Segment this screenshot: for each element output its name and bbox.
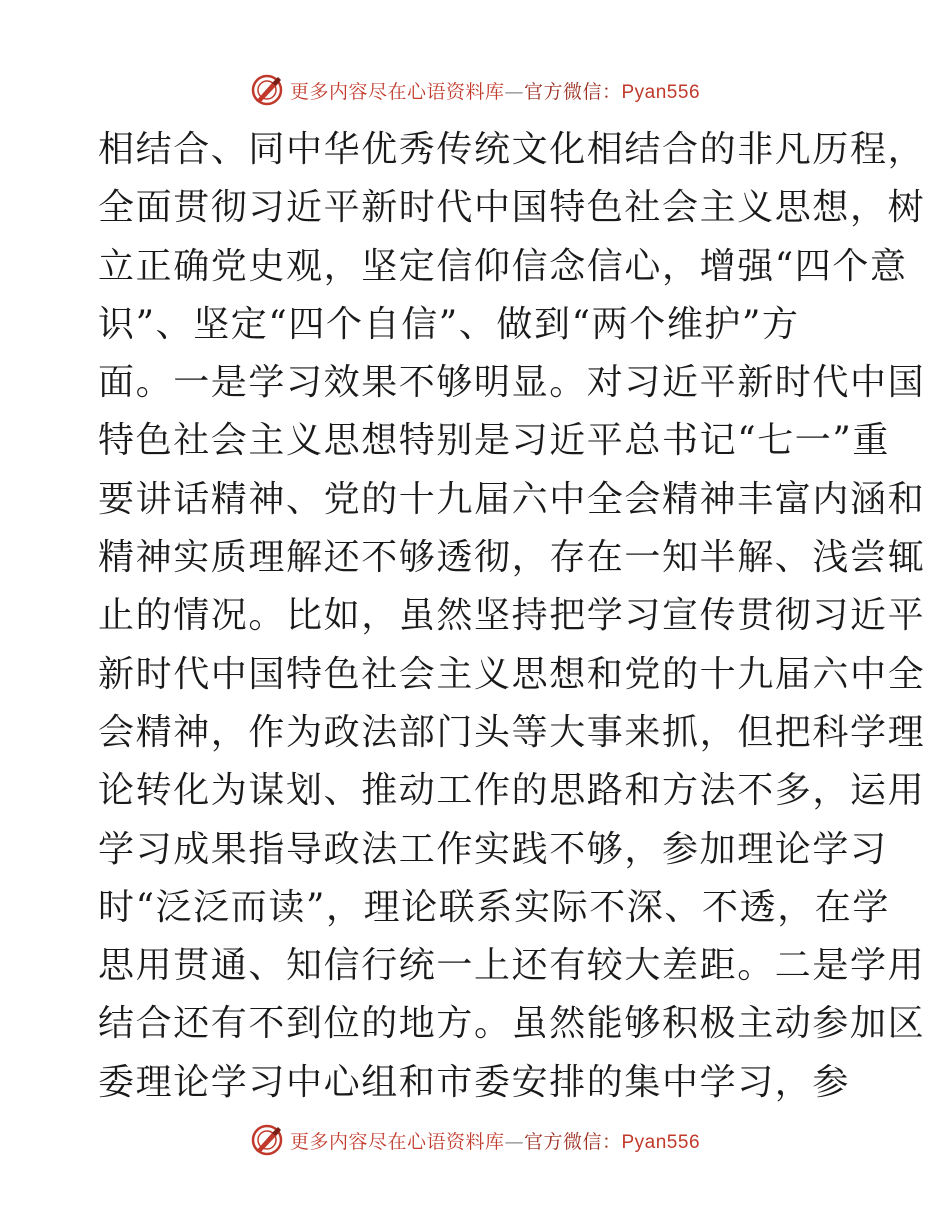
- text-line: 委理论学习中心组和市委安排的集中学习，参: [98, 1061, 851, 1103]
- text-line: 特色社会主义思想特别是习近平总书记“七一”重: [98, 420, 891, 462]
- footer-banner-title: 更多内容尽在心语资料库: [289, 1130, 505, 1153]
- pen-logo-icon: [250, 73, 284, 107]
- text-line: 要讲话精神、党的十九届六中全会精神丰富内涵和: [98, 478, 926, 520]
- text-line: 时“泛泛而读”，理论联系实际不深、不透，在学: [98, 886, 891, 928]
- header-wechat-id: Pyan556: [621, 81, 701, 103]
- footer-banner-text: [290, 1127, 700, 1154]
- footer-banner: [0, 1120, 950, 1160]
- text-line: 全面贯彻习近平新时代中国特色社会主义思想，树: [98, 187, 926, 229]
- footer-banner-separator: —: [504, 1130, 524, 1153]
- pen-logo-icon: [250, 1123, 284, 1157]
- text-line: 结合还有不到位的地方。虽然能够积极主动参加区: [98, 1003, 926, 1045]
- text-line: 会精神，作为政法部门头等大事来抓，但把科学理: [98, 711, 926, 753]
- text-line: 思用贯通、知信行统一上还有较大差距。二是学用: [98, 945, 926, 987]
- text-line: 立正确党史观，坚定信仰信念信心，增强“四个意: [98, 245, 908, 287]
- header-banner-separator: —: [504, 80, 524, 103]
- footer-wechat-label: 官方微信：: [523, 1130, 622, 1153]
- text-line: 识”、坚定“四个自信”、做到“两个维护”方: [98, 303, 800, 345]
- text-line: 精神实质理解还不够透彻，存在一知半解、浅尝辄: [98, 537, 926, 579]
- text-line: 相结合、同中华优秀传统文化相结合的非凡历程，: [98, 129, 926, 170]
- header-wechat-label: 官方微信：: [523, 80, 622, 103]
- header-banner-text: [290, 77, 700, 104]
- text-line: 学习成果指导政法工作实践不够，参加理论学习: [98, 828, 888, 870]
- text-line: 止的情况。比如，虽然坚持把学习宣传贯彻习近平: [98, 595, 926, 637]
- text-line: 面。一是学习效果不够明显。对习近平新时代中国: [98, 362, 926, 404]
- header-banner: [0, 70, 950, 110]
- footer-wechat-id: Pyan556: [621, 1131, 701, 1153]
- header-banner-title: 更多内容尽在心语资料库: [289, 80, 505, 103]
- text-line: 论转化为谋划、推动工作的思路和方法不多，运用: [98, 770, 926, 812]
- text-line: 新时代中国特色社会主义思想和党的十九届六中全: [98, 653, 926, 695]
- document-body: [98, 121, 926, 1112]
